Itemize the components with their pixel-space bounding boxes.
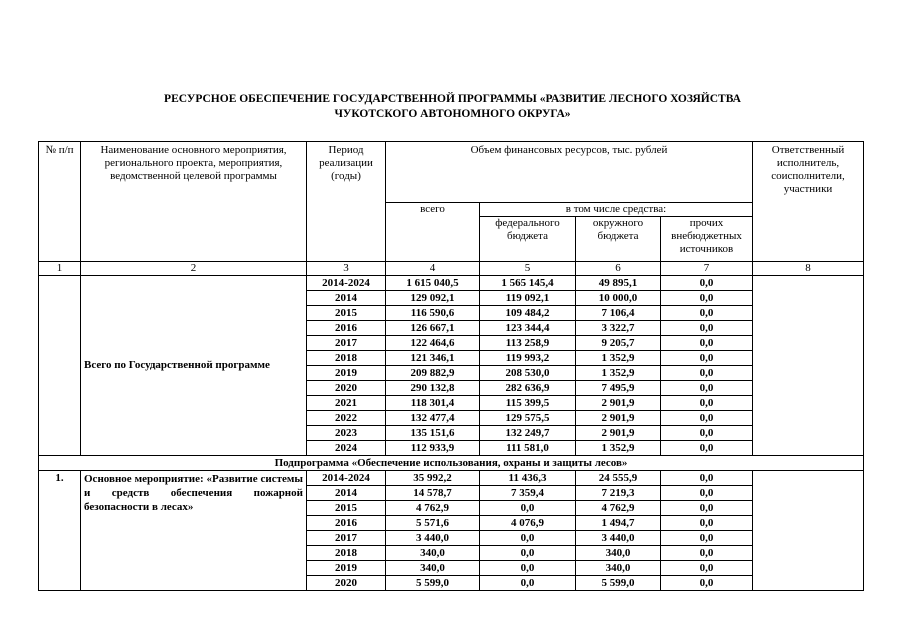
- cell-other: 0,0: [661, 336, 753, 351]
- cell-year: 2014: [307, 486, 386, 501]
- cell-district: 340,0: [576, 546, 661, 561]
- cell-total: 126 667,1: [386, 321, 480, 336]
- header-including: в том числе средства:: [480, 203, 753, 217]
- header-num: № п/п: [39, 142, 81, 262]
- subprogram-title: Подпрограмма «Обеспечение использования, охраны и защиты лесов»: [39, 456, 864, 471]
- cell-other: 0,0: [661, 306, 753, 321]
- cell-year: 2024: [307, 441, 386, 456]
- cell-total: 135 151,6: [386, 426, 480, 441]
- cell-district: 7 495,9: [576, 381, 661, 396]
- column-number: 7: [661, 262, 753, 276]
- cell-year: 2020: [307, 381, 386, 396]
- cell-district: 1 352,9: [576, 441, 661, 456]
- title-line-2: ЧУКОТСКОГО АВТОНОМНОГО ОКРУГА»: [334, 108, 571, 120]
- cell-year: 2014: [307, 291, 386, 306]
- cell-year: 2016: [307, 516, 386, 531]
- title-line-1: РЕСУРСНОЕ ОБЕСПЕЧЕНИЕ ГОСУДАРСТВЕННОЙ ПРОГРАММЫ «РАЗВИТИЕ ЛЕСНОГО ХОЗЯЙСТВА: [164, 93, 741, 105]
- cell-district: 24 555,9: [576, 471, 661, 486]
- cell-district: 2 901,9: [576, 396, 661, 411]
- column-number-row: [39, 262, 864, 276]
- cell-total: 5 571,6: [386, 516, 480, 531]
- cell-total: 116 590,6: [386, 306, 480, 321]
- cell-other: 0,0: [661, 291, 753, 306]
- cell-other: 0,0: [661, 441, 753, 456]
- header-period: Период реализации (годы): [307, 142, 386, 262]
- cell-total: 112 933,9: [386, 441, 480, 456]
- cell-district: 2 901,9: [576, 411, 661, 426]
- cell-responsible: [753, 276, 864, 456]
- cell-other: 0,0: [661, 396, 753, 411]
- header-total: всего: [386, 203, 480, 262]
- header-responsible: Ответственный исполнитель, соисполнители, участники: [753, 142, 864, 262]
- cell-year: 2020: [307, 576, 386, 591]
- resource-table: [38, 141, 864, 591]
- cell-district: 7 219,3: [576, 486, 661, 501]
- header-federal: федерального бюджета: [480, 217, 576, 262]
- cell-district: 9 205,7: [576, 336, 661, 351]
- cell-year: 2022: [307, 411, 386, 426]
- cell-federal: 123 344,4: [480, 321, 576, 336]
- row-index: [39, 276, 81, 456]
- cell-total: 122 464,6: [386, 336, 480, 351]
- cell-federal: 129 575,5: [480, 411, 576, 426]
- cell-responsible: [753, 471, 864, 591]
- cell-year: 2017: [307, 531, 386, 546]
- cell-year: 2015: [307, 501, 386, 516]
- cell-total: 4 762,9: [386, 501, 480, 516]
- cell-total: 340,0: [386, 546, 480, 561]
- cell-district: 1 494,7: [576, 516, 661, 531]
- subprogram-row: [39, 456, 864, 471]
- row-name: Основное мероприятие: «Развитие системы и средств обеспечения пожарной безопасности в лесах»: [81, 471, 307, 591]
- cell-federal: 1 565 145,4: [480, 276, 576, 291]
- cell-federal: 7 359,4: [480, 486, 576, 501]
- cell-total: 14 578,7: [386, 486, 480, 501]
- cell-total: 5 599,0: [386, 576, 480, 591]
- row-name: Всего по Государственной программе: [81, 276, 307, 456]
- column-number: 5: [480, 262, 576, 276]
- cell-other: 0,0: [661, 411, 753, 426]
- cell-other: 0,0: [661, 516, 753, 531]
- cell-year: 2018: [307, 351, 386, 366]
- cell-other: 0,0: [661, 546, 753, 561]
- cell-federal: 119 092,1: [480, 291, 576, 306]
- cell-district: 49 895,1: [576, 276, 661, 291]
- cell-year: 2021: [307, 396, 386, 411]
- cell-district: 7 106,4: [576, 306, 661, 321]
- cell-other: 0,0: [661, 351, 753, 366]
- cell-district: 3 440,0: [576, 531, 661, 546]
- cell-federal: 0,0: [480, 501, 576, 516]
- cell-other: 0,0: [661, 486, 753, 501]
- cell-year: 2015: [307, 306, 386, 321]
- cell-total: 35 992,2: [386, 471, 480, 486]
- cell-year: 2019: [307, 561, 386, 576]
- cell-other: 0,0: [661, 381, 753, 396]
- cell-federal: 0,0: [480, 576, 576, 591]
- cell-district: 5 599,0: [576, 576, 661, 591]
- cell-year: 2017: [307, 336, 386, 351]
- cell-other: 0,0: [661, 276, 753, 291]
- cell-total: 340,0: [386, 561, 480, 576]
- table-row: [39, 276, 864, 291]
- cell-federal: 115 399,5: [480, 396, 576, 411]
- cell-total: 3 440,0: [386, 531, 480, 546]
- column-number: 8: [753, 262, 864, 276]
- column-number: 3: [307, 262, 386, 276]
- cell-total: 129 092,1: [386, 291, 480, 306]
- cell-other: 0,0: [661, 321, 753, 336]
- cell-year: 2014-2024: [307, 276, 386, 291]
- cell-total: 132 477,4: [386, 411, 480, 426]
- column-number: 6: [576, 262, 661, 276]
- cell-other: 0,0: [661, 501, 753, 516]
- cell-federal: 113 258,9: [480, 336, 576, 351]
- cell-other: 0,0: [661, 576, 753, 591]
- cell-district: 1 352,9: [576, 366, 661, 381]
- header-name: Наименование основного мероприятия, регионального проекта, мероприятия, ведомственной целевой программы: [81, 142, 307, 262]
- table-row: [39, 471, 864, 486]
- cell-federal: 0,0: [480, 531, 576, 546]
- cell-federal: 119 993,2: [480, 351, 576, 366]
- column-number: 1: [39, 262, 81, 276]
- cell-district: 4 762,9: [576, 501, 661, 516]
- column-number: 4: [386, 262, 480, 276]
- cell-year: 2016: [307, 321, 386, 336]
- row-index: 1.: [39, 471, 81, 591]
- cell-district: 1 352,9: [576, 351, 661, 366]
- cell-district: 10 000,0: [576, 291, 661, 306]
- cell-federal: 4 076,9: [480, 516, 576, 531]
- cell-other: 0,0: [661, 366, 753, 381]
- cell-federal: 11 436,3: [480, 471, 576, 486]
- cell-federal: 109 484,2: [480, 306, 576, 321]
- cell-total: 209 882,9: [386, 366, 480, 381]
- cell-other: 0,0: [661, 531, 753, 546]
- cell-district: 3 322,7: [576, 321, 661, 336]
- cell-year: 2018: [307, 546, 386, 561]
- cell-other: 0,0: [661, 471, 753, 486]
- cell-federal: 111 581,0: [480, 441, 576, 456]
- cell-total: 1 615 040,5: [386, 276, 480, 291]
- header-other: прочих внебюджетных источников: [661, 217, 753, 262]
- cell-federal: 208 530,0: [480, 366, 576, 381]
- cell-federal: 282 636,9: [480, 381, 576, 396]
- cell-federal: 132 249,7: [480, 426, 576, 441]
- column-number: 2: [81, 262, 307, 276]
- cell-total: 290 132,8: [386, 381, 480, 396]
- header-volume: Объем финансовых ресурсов, тыс. рублей: [386, 142, 753, 203]
- cell-other: 0,0: [661, 426, 753, 441]
- document-title: [0, 92, 905, 122]
- cell-year: 2023: [307, 426, 386, 441]
- cell-federal: 0,0: [480, 561, 576, 576]
- cell-other: 0,0: [661, 561, 753, 576]
- cell-total: 118 301,4: [386, 396, 480, 411]
- cell-total: 121 346,1: [386, 351, 480, 366]
- header-district: окружного бюджета: [576, 217, 661, 262]
- cell-district: 340,0: [576, 561, 661, 576]
- cell-year: 2014-2024: [307, 471, 386, 486]
- cell-district: 2 901,9: [576, 426, 661, 441]
- cell-federal: 0,0: [480, 546, 576, 561]
- cell-year: 2019: [307, 366, 386, 381]
